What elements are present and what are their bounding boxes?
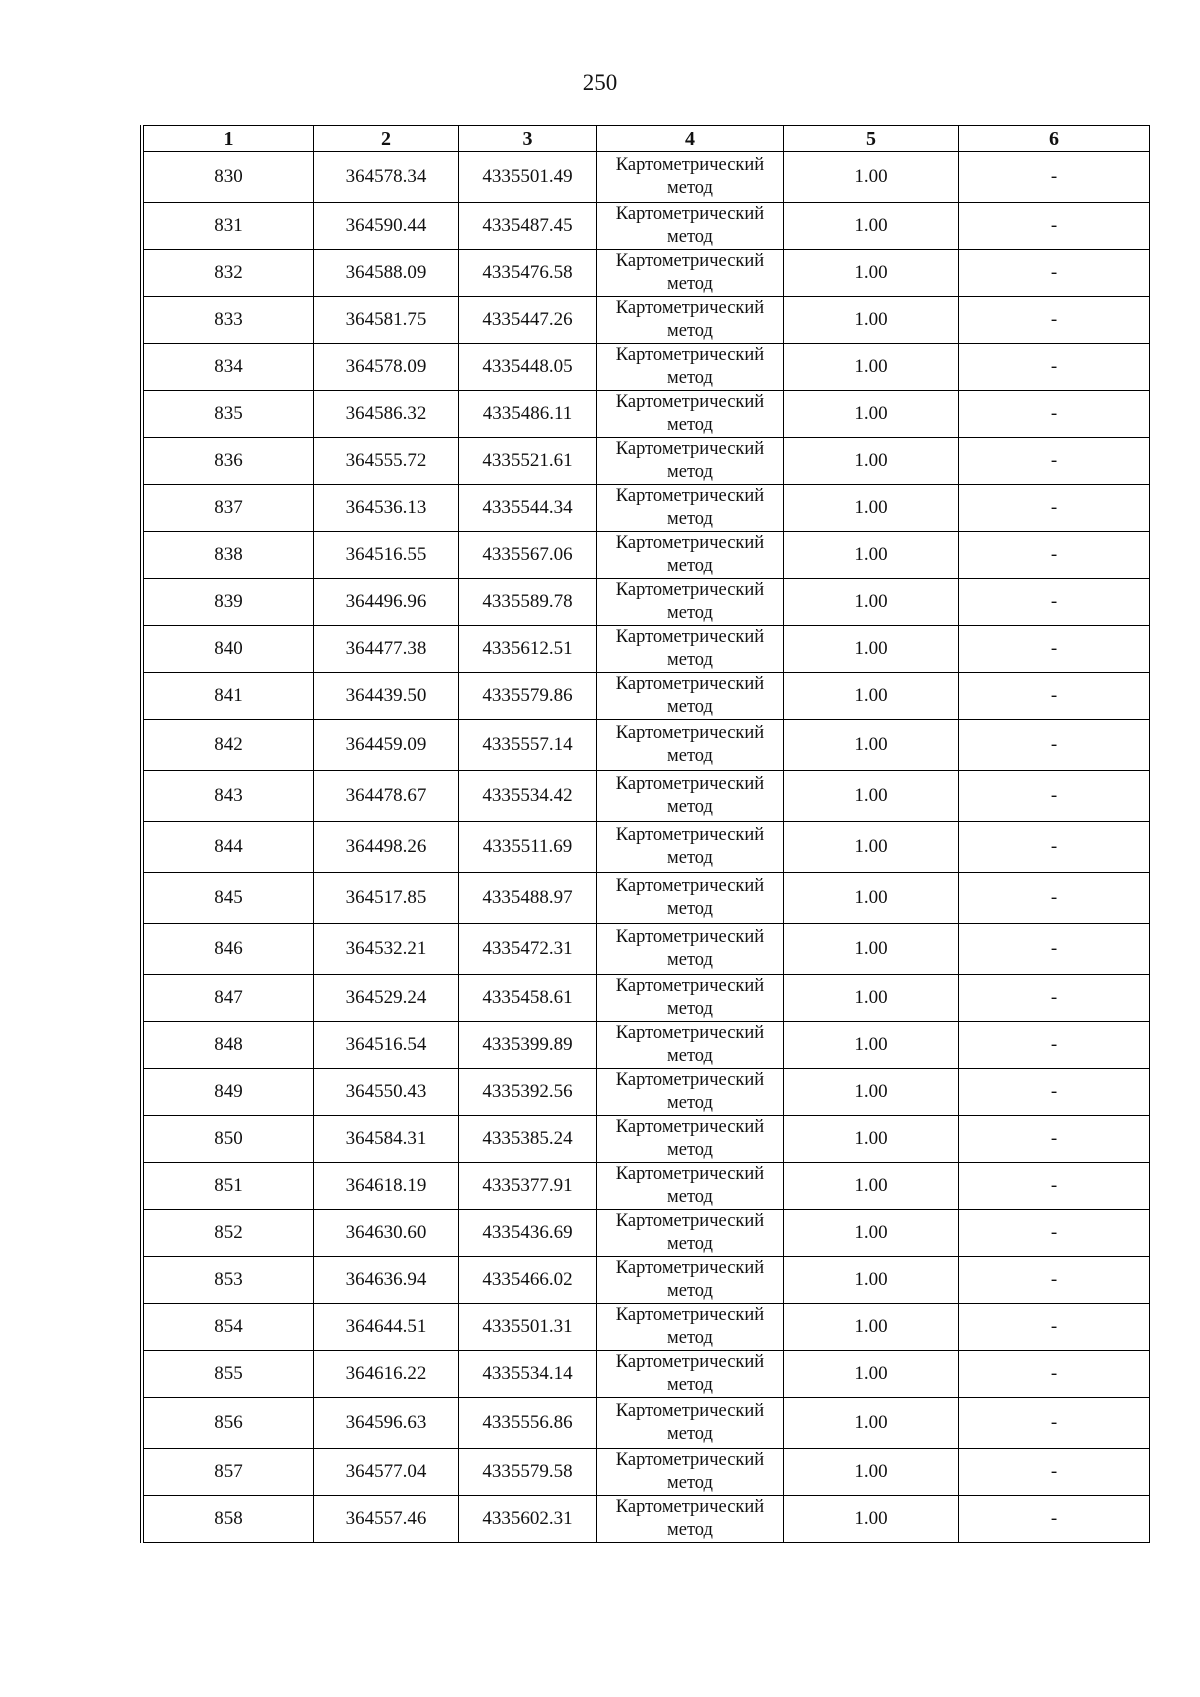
table-row (144, 1022, 1150, 1069)
x-coordinate-cell: 364644.51 (314, 1304, 459, 1351)
table-row (144, 975, 1150, 1022)
accuracy-cell: 1.00 (784, 626, 959, 673)
note-cell: - (959, 822, 1150, 873)
table-row (144, 1398, 1150, 1449)
y-coordinate-cell: 4335486.11 (459, 391, 597, 438)
table-row (144, 485, 1150, 532)
header-cell-1: 1 (144, 126, 314, 152)
point-number-cell: 842 (144, 720, 314, 771)
point-number-cell: 838 (144, 532, 314, 579)
method-cell (597, 579, 784, 626)
accuracy-cell: 1.00 (784, 822, 959, 873)
method-cell (597, 1163, 784, 1210)
point-number-cell: 836 (144, 438, 314, 485)
x-coordinate-cell: 364578.09 (314, 344, 459, 391)
method-line-2: метод (667, 1424, 713, 1444)
accuracy-cell: 1.00 (784, 1022, 959, 1069)
y-coordinate-cell: 4335602.31 (459, 1496, 597, 1543)
point-number-cell: 852 (144, 1210, 314, 1257)
method-line-1: Картометрический (615, 533, 765, 553)
x-coordinate-cell: 364578.34 (314, 152, 459, 203)
method-cell (597, 720, 784, 771)
x-coordinate-cell: 364478.67 (314, 771, 459, 822)
method-line-2: метод (667, 462, 713, 482)
point-number-cell: 855 (144, 1351, 314, 1398)
table-row (144, 1257, 1150, 1304)
method-line-1: Картометрический (615, 298, 765, 318)
point-number-cell: 844 (144, 822, 314, 873)
table-row (144, 924, 1150, 975)
x-coordinate-cell: 364588.09 (314, 250, 459, 297)
method-line-1: Картометрический (615, 627, 765, 647)
method-cell (597, 1257, 784, 1304)
point-number-cell: 832 (144, 250, 314, 297)
method-line-1: Картометрический (615, 1023, 765, 1043)
point-number-cell: 853 (144, 1257, 314, 1304)
table-row (144, 297, 1150, 344)
method-line-1: Картометрический (615, 1305, 765, 1325)
x-coordinate-cell: 364516.55 (314, 532, 459, 579)
method-line-2: метод (667, 1046, 713, 1066)
y-coordinate-cell: 4335557.14 (459, 720, 597, 771)
y-coordinate-cell: 4335436.69 (459, 1210, 597, 1257)
method-cell (597, 1304, 784, 1351)
note-cell: - (959, 1163, 1150, 1210)
point-number-cell: 841 (144, 673, 314, 720)
accuracy-cell: 1.00 (784, 1069, 959, 1116)
point-number-cell: 854 (144, 1304, 314, 1351)
note-cell: - (959, 297, 1150, 344)
y-coordinate-cell: 4335534.14 (459, 1351, 597, 1398)
method-line-2: метод (667, 368, 713, 388)
method-line-2: метод (667, 950, 713, 970)
accuracy-cell: 1.00 (784, 297, 959, 344)
table-row (144, 1304, 1150, 1351)
method-cell (597, 532, 784, 579)
method-line-1: Картометрический (615, 976, 765, 996)
y-coordinate-cell: 4335448.05 (459, 344, 597, 391)
table-row (144, 673, 1150, 720)
note-cell: - (959, 771, 1150, 822)
method-cell (597, 771, 784, 822)
method-line-1: Картометрический (615, 876, 765, 896)
table-row (144, 822, 1150, 873)
x-coordinate-cell: 364516.54 (314, 1022, 459, 1069)
method-line-1: Картометрический (615, 825, 765, 845)
method-line-2: метод (667, 650, 713, 670)
coordinates-table-container (140, 125, 1151, 1543)
accuracy-cell: 1.00 (784, 924, 959, 975)
note-cell: - (959, 1449, 1150, 1496)
header-cell-3: 3 (459, 126, 597, 152)
y-coordinate-cell: 4335447.26 (459, 297, 597, 344)
point-number-cell: 851 (144, 1163, 314, 1210)
accuracy-cell: 1.00 (784, 1163, 959, 1210)
method-line-1: Картометрический (615, 723, 765, 743)
y-coordinate-cell: 4335472.31 (459, 924, 597, 975)
method-cell (597, 391, 784, 438)
header-cell-6: 6 (959, 126, 1150, 152)
point-number-cell: 846 (144, 924, 314, 975)
x-coordinate-cell: 364550.43 (314, 1069, 459, 1116)
x-coordinate-cell: 364555.72 (314, 438, 459, 485)
accuracy-cell: 1.00 (784, 720, 959, 771)
y-coordinate-cell: 4335612.51 (459, 626, 597, 673)
accuracy-cell: 1.00 (784, 1257, 959, 1304)
method-cell (597, 1496, 784, 1543)
method-line-2: метод (667, 1375, 713, 1395)
y-coordinate-cell: 4335521.61 (459, 438, 597, 485)
y-coordinate-cell: 4335476.58 (459, 250, 597, 297)
x-coordinate-cell: 364459.09 (314, 720, 459, 771)
y-coordinate-cell: 4335487.45 (459, 203, 597, 250)
x-coordinate-cell: 364630.60 (314, 1210, 459, 1257)
y-coordinate-cell: 4335392.56 (459, 1069, 597, 1116)
method-cell (597, 1116, 784, 1163)
y-coordinate-cell: 4335534.42 (459, 771, 597, 822)
point-number-cell: 830 (144, 152, 314, 203)
point-number-cell: 856 (144, 1398, 314, 1449)
method-line-1: Картометрический (615, 1258, 765, 1278)
accuracy-cell: 1.00 (784, 771, 959, 822)
point-number-cell: 847 (144, 975, 314, 1022)
method-line-1: Картометрический (615, 1117, 765, 1137)
method-line-1: Картометрический (615, 580, 765, 600)
note-cell: - (959, 250, 1150, 297)
method-line-1: Картометрический (615, 927, 765, 947)
method-line-2: метод (667, 848, 713, 868)
table-row (144, 1210, 1150, 1257)
header-cell-5: 5 (784, 126, 959, 152)
x-coordinate-cell: 364477.38 (314, 626, 459, 673)
x-coordinate-cell: 364498.26 (314, 822, 459, 873)
x-coordinate-cell: 364590.44 (314, 203, 459, 250)
method-cell (597, 1351, 784, 1398)
table-row (144, 626, 1150, 673)
method-line-1: Картометрический (615, 1211, 765, 1231)
point-number-cell: 857 (144, 1449, 314, 1496)
y-coordinate-cell: 4335511.69 (459, 822, 597, 873)
note-cell: - (959, 1351, 1150, 1398)
accuracy-cell: 1.00 (784, 975, 959, 1022)
x-coordinate-cell: 364496.96 (314, 579, 459, 626)
method-line-1: Картометрический (615, 486, 765, 506)
y-coordinate-cell: 4335385.24 (459, 1116, 597, 1163)
note-cell: - (959, 579, 1150, 626)
point-number-cell: 839 (144, 579, 314, 626)
accuracy-cell: 1.00 (784, 391, 959, 438)
method-cell (597, 873, 784, 924)
accuracy-cell: 1.00 (784, 203, 959, 250)
table-row (144, 203, 1150, 250)
method-line-2: метод (667, 1187, 713, 1207)
method-line-2: метод (667, 899, 713, 919)
point-number-cell: 848 (144, 1022, 314, 1069)
method-line-2: метод (667, 603, 713, 623)
method-line-2: метод (667, 321, 713, 341)
method-line-2: метод (667, 274, 713, 294)
table-row (144, 152, 1150, 203)
y-coordinate-cell: 4335579.58 (459, 1449, 597, 1496)
note-cell: - (959, 1304, 1150, 1351)
method-line-1: Картометрический (615, 155, 765, 175)
y-coordinate-cell: 4335589.78 (459, 579, 597, 626)
x-coordinate-cell: 364596.63 (314, 1398, 459, 1449)
point-number-cell: 833 (144, 297, 314, 344)
x-coordinate-cell: 364577.04 (314, 1449, 459, 1496)
point-number-cell: 837 (144, 485, 314, 532)
note-cell: - (959, 391, 1150, 438)
table-row (144, 391, 1150, 438)
point-number-cell: 834 (144, 344, 314, 391)
method-cell (597, 1449, 784, 1496)
y-coordinate-cell: 4335501.49 (459, 152, 597, 203)
accuracy-cell: 1.00 (784, 1116, 959, 1163)
method-cell (597, 250, 784, 297)
note-cell: - (959, 152, 1150, 203)
method-line-2: метод (667, 1473, 713, 1493)
accuracy-cell: 1.00 (784, 532, 959, 579)
x-coordinate-cell: 364557.46 (314, 1496, 459, 1543)
method-line-1: Картометрический (615, 204, 765, 224)
y-coordinate-cell: 4335579.86 (459, 673, 597, 720)
note-cell: - (959, 1116, 1150, 1163)
y-coordinate-cell: 4335544.34 (459, 485, 597, 532)
note-cell: - (959, 720, 1150, 771)
point-number-cell: 849 (144, 1069, 314, 1116)
table-row (144, 1449, 1150, 1496)
method-line-1: Картометрический (615, 1070, 765, 1090)
table-row (144, 344, 1150, 391)
method-line-2: метод (667, 1281, 713, 1301)
table-row (144, 873, 1150, 924)
method-cell (597, 152, 784, 203)
table-body (144, 152, 1150, 1543)
accuracy-cell: 1.00 (784, 438, 959, 485)
header-cell-4: 4 (597, 126, 784, 152)
note-cell: - (959, 626, 1150, 673)
method-line-1: Картометрический (615, 1497, 765, 1517)
accuracy-cell: 1.00 (784, 673, 959, 720)
x-coordinate-cell: 364529.24 (314, 975, 459, 1022)
point-number-cell: 850 (144, 1116, 314, 1163)
x-coordinate-cell: 364618.19 (314, 1163, 459, 1210)
note-cell: - (959, 873, 1150, 924)
method-line-1: Картометрический (615, 251, 765, 271)
y-coordinate-cell: 4335377.91 (459, 1163, 597, 1210)
y-coordinate-cell: 4335458.61 (459, 975, 597, 1022)
method-cell (597, 297, 784, 344)
accuracy-cell: 1.00 (784, 344, 959, 391)
table-row (144, 1163, 1150, 1210)
method-line-2: метод (667, 1328, 713, 1348)
method-cell (597, 1398, 784, 1449)
table-row (144, 1496, 1150, 1543)
point-number-cell: 843 (144, 771, 314, 822)
y-coordinate-cell: 4335466.02 (459, 1257, 597, 1304)
method-line-2: метод (667, 178, 713, 198)
x-coordinate-cell: 364536.13 (314, 485, 459, 532)
method-cell (597, 344, 784, 391)
header-row (144, 126, 1150, 152)
x-coordinate-cell: 364517.85 (314, 873, 459, 924)
accuracy-cell: 1.00 (784, 1210, 959, 1257)
method-cell (597, 438, 784, 485)
x-coordinate-cell: 364636.94 (314, 1257, 459, 1304)
method-line-2: метод (667, 697, 713, 717)
accuracy-cell: 1.00 (784, 1398, 959, 1449)
method-line-2: метод (667, 509, 713, 529)
method-line-1: Картометрический (615, 1401, 765, 1421)
method-line-2: метод (667, 1093, 713, 1113)
method-line-1: Картометрический (615, 774, 765, 794)
method-line-2: метод (667, 556, 713, 576)
point-number-cell: 858 (144, 1496, 314, 1543)
header-cell-2: 2 (314, 126, 459, 152)
method-cell (597, 1210, 784, 1257)
table-row (144, 720, 1150, 771)
note-cell: - (959, 1496, 1150, 1543)
note-cell: - (959, 532, 1150, 579)
table-row (144, 250, 1150, 297)
table-row (144, 579, 1150, 626)
method-cell (597, 924, 784, 975)
table-row (144, 1351, 1150, 1398)
method-cell (597, 822, 784, 873)
method-line-1: Картометрический (615, 1164, 765, 1184)
note-cell: - (959, 1210, 1150, 1257)
accuracy-cell: 1.00 (784, 1496, 959, 1543)
accuracy-cell: 1.00 (784, 579, 959, 626)
method-line-2: метод (667, 1234, 713, 1254)
y-coordinate-cell: 4335488.97 (459, 873, 597, 924)
method-line-2: метод (667, 999, 713, 1019)
method-cell (597, 485, 784, 532)
method-cell (597, 1069, 784, 1116)
method-cell (597, 626, 784, 673)
x-coordinate-cell: 364532.21 (314, 924, 459, 975)
note-cell: - (959, 1398, 1150, 1449)
method-line-1: Картометрический (615, 392, 765, 412)
note-cell: - (959, 485, 1150, 532)
method-cell (597, 1022, 784, 1069)
note-cell: - (959, 1022, 1150, 1069)
method-line-1: Картометрический (615, 1352, 765, 1372)
note-cell: - (959, 975, 1150, 1022)
method-line-2: метод (667, 1140, 713, 1160)
y-coordinate-cell: 4335501.31 (459, 1304, 597, 1351)
note-cell: - (959, 924, 1150, 975)
method-line-1: Картометрический (615, 1450, 765, 1470)
accuracy-cell: 1.00 (784, 1351, 959, 1398)
y-coordinate-cell: 4335567.06 (459, 532, 597, 579)
method-cell (597, 673, 784, 720)
method-line-2: метод (667, 227, 713, 247)
point-number-cell: 845 (144, 873, 314, 924)
point-number-cell: 840 (144, 626, 314, 673)
note-cell: - (959, 1257, 1150, 1304)
accuracy-cell: 1.00 (784, 1304, 959, 1351)
table-row (144, 532, 1150, 579)
table-row (144, 438, 1150, 485)
method-line-2: метод (667, 415, 713, 435)
accuracy-cell: 1.00 (784, 152, 959, 203)
x-coordinate-cell: 364581.75 (314, 297, 459, 344)
x-coordinate-cell: 364616.22 (314, 1351, 459, 1398)
y-coordinate-cell: 4335399.89 (459, 1022, 597, 1069)
method-line-2: метод (667, 1520, 713, 1540)
x-coordinate-cell: 364439.50 (314, 673, 459, 720)
point-number-cell: 831 (144, 203, 314, 250)
page-number: 250 (582, 70, 618, 95)
accuracy-cell: 1.00 (784, 485, 959, 532)
accuracy-cell: 1.00 (784, 873, 959, 924)
note-cell: - (959, 203, 1150, 250)
method-line-2: метод (667, 746, 713, 766)
table-row (144, 771, 1150, 822)
method-line-2: метод (667, 797, 713, 817)
method-line-1: Картометрический (615, 345, 765, 365)
y-coordinate-cell: 4335556.86 (459, 1398, 597, 1449)
table-row (144, 1069, 1150, 1116)
method-line-1: Картометрический (615, 674, 765, 694)
point-number-cell: 835 (144, 391, 314, 438)
note-cell: - (959, 438, 1150, 485)
method-line-1: Картометрический (615, 439, 765, 459)
coordinates-table (143, 125, 1150, 1543)
accuracy-cell: 1.00 (784, 1449, 959, 1496)
accuracy-cell: 1.00 (784, 250, 959, 297)
method-cell (597, 975, 784, 1022)
x-coordinate-cell: 364586.32 (314, 391, 459, 438)
note-cell: - (959, 344, 1150, 391)
table-row (144, 1116, 1150, 1163)
note-cell: - (959, 1069, 1150, 1116)
method-cell (597, 203, 784, 250)
x-coordinate-cell: 364584.31 (314, 1116, 459, 1163)
note-cell: - (959, 673, 1150, 720)
